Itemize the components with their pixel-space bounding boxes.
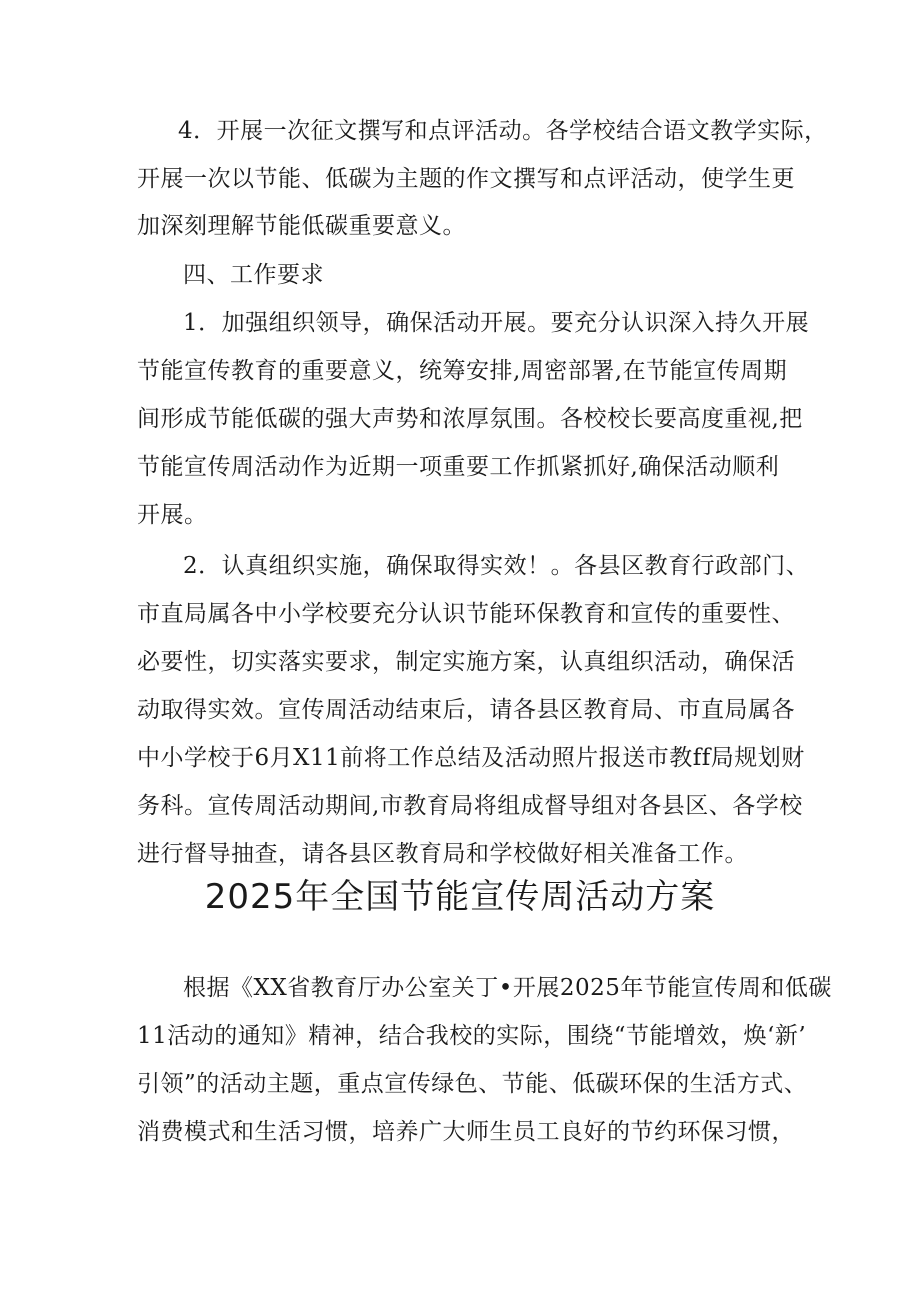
paragraph-req2-line-5: 中小学校于6月X11前将工作总结及活动照片报送市教ff局规划财 bbox=[137, 745, 805, 771]
paragraph-req1-line-5: 开展。 bbox=[137, 502, 208, 528]
document-title: 2025年全国节能宣传周活动方案 bbox=[204, 877, 716, 917]
paragraph-req1-line-2: 节能宣传教育的重要意义，统筹安排,周密部署,在节能宣传周期 bbox=[137, 358, 788, 384]
paragraph-item4-line-2: 开展一次以节能、低碳为主题的作文撰写和点评活动，使学生更 bbox=[137, 166, 795, 192]
paragraph-intro-line-1: 根据《XX省教育厅办公室关丁•开展2025年节能宣传周和低碳 bbox=[183, 975, 832, 1001]
paragraph-intro-line-2: 11活动的通知》精神，结合我校的实际，围绕“节能增效，焕‘新’ bbox=[137, 1023, 807, 1049]
paragraph-req1-line-1: 1．加强组织领导，确保活动开展。要充分认识深入持久开展 bbox=[183, 310, 810, 336]
paragraph-item4-line-3: 加深刻理解节能低碳重要意义。 bbox=[137, 213, 466, 239]
paragraph-intro-line-3: 引领”的活动主题，重点宣传绿色、节能、低碳环保的生活方式、 bbox=[137, 1071, 808, 1097]
paragraph-req2-line-7: 进行督导抽查，请各县区教育局和学校做好相关准备工作。 bbox=[137, 841, 748, 867]
paragraph-req2-line-2: 市直局属各中小学校要充分认识节能环保教育和宣传的重要性、 bbox=[137, 601, 795, 627]
paragraph-item4-line-1: 4．开展一次征文撰写和点评活动。各学校结合语文教学实际， bbox=[178, 118, 828, 144]
paragraph-req2-line-4: 动取得实效。宣传周活动结束后，请各县区教育局、市直局属各 bbox=[137, 697, 795, 723]
paragraph-req1-line-3: 间形成节能低碳的强大声势和浓厚氛围。各校校长要高度重视,把 bbox=[137, 406, 803, 432]
section-heading-work-requirements: 四、工作要求 bbox=[183, 262, 324, 288]
paragraph-req2-line-1: 2．认真组织实施，确保取得实效！。各县区教育行政部门、 bbox=[183, 553, 810, 579]
paragraph-req1-line-4: 节能宣传周活动作为近期一项重要工作抓紧抓好,确保活动顺利 bbox=[137, 454, 780, 480]
paragraph-req2-line-3: 必要性，切实落实要求，制定实施方案，认真组织活动，确保活 bbox=[137, 649, 795, 675]
paragraph-intro-line-4: 消费模式和生活习惯，培养广大师生员工良好的节约环保习惯， bbox=[137, 1119, 795, 1145]
paragraph-req2-line-6: 务科。宣传周活动期间,市教育局将组成督导组对各县区、各学校 bbox=[137, 793, 803, 819]
